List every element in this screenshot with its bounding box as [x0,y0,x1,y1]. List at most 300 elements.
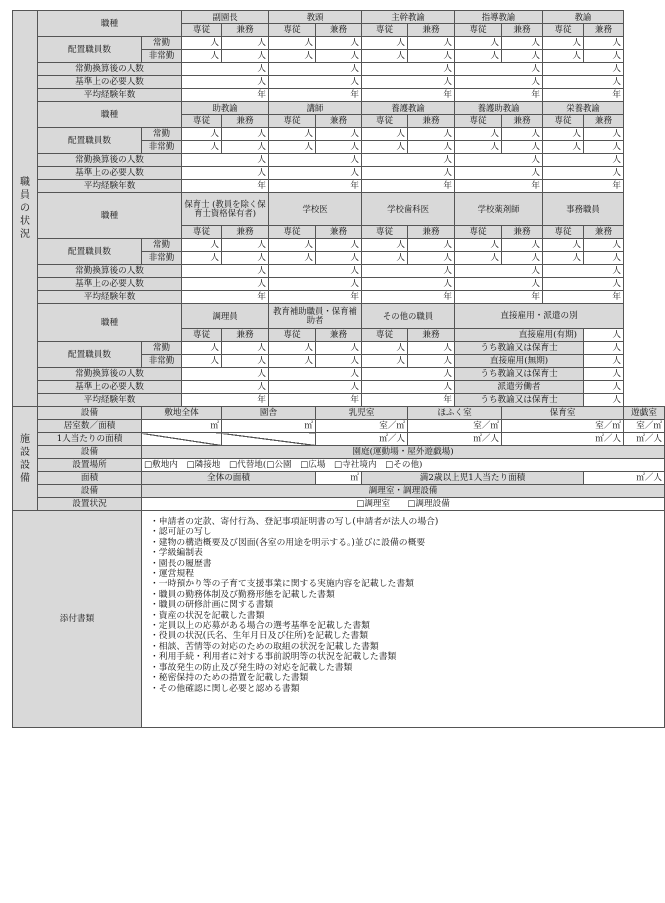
input-cell[interactable] [455,141,502,154]
unit-label: 人 [396,356,406,366]
unit-label: 人 [257,155,267,165]
equipment-label: 設備 [38,485,142,498]
concurrent-header: 兼務 [316,329,362,342]
facility-column: 乳児室 [316,407,408,420]
unit-label: 人 [443,168,453,178]
unit-label: 人 [612,395,622,405]
job-title: 栄養教諭 [543,102,624,115]
input-cell[interactable] [543,141,584,154]
staff-count-label: 配置職員数 [38,37,142,63]
location-checkboxes[interactable]: □敷地内 □隣接地 □代替地(□公園 □広場 □寺社境内 □その他) [142,459,665,472]
input-cell[interactable] [222,420,316,433]
input-cell[interactable] [502,252,543,265]
input-cell[interactable] [624,420,665,433]
input-cell[interactable] [222,355,269,368]
input-cell[interactable] [222,252,269,265]
input-cell[interactable] [502,433,624,446]
unit-per-person: ㎡／人 [636,473,663,483]
input-cell[interactable] [362,342,408,355]
unit-m2: ㎡ [490,421,500,431]
input-cell[interactable] [543,252,584,265]
input-cell[interactable] [543,265,624,278]
unit-label: 年 [257,181,267,191]
input-cell[interactable] [455,154,543,167]
input-cell[interactable] [362,291,455,304]
input-cell[interactable] [182,167,269,180]
concurrent-header: 兼務 [502,115,543,128]
input-cell[interactable] [182,355,222,368]
fte-label: 常勤換算後の人数 [38,368,182,381]
document-item: ・一時預かり等の子育て支援事業に関する実施内容を記載した書類 [150,579,414,590]
full-time-label: 常勤 [142,239,182,252]
document-item: ・定員以上の応募がある場合の選考基準を記載した書類 [150,621,370,632]
concurrent-header: 兼務 [408,115,455,128]
unit-label: 人 [612,266,622,276]
unit-label: 人 [350,266,360,276]
area-label: 面積 [38,472,142,485]
input-cell[interactable] [362,278,455,291]
unit-label: 人 [531,279,541,289]
unit-label: 人 [257,77,267,87]
input-cell[interactable] [269,252,316,265]
unit-label: 年 [443,292,453,302]
unit-label: 人 [257,240,267,250]
input-cell[interactable] [455,180,543,193]
facility-column: 保育室 [502,407,624,420]
section-staff-label: 職員の状況 [20,177,30,240]
attachments-list [142,511,665,728]
input-cell[interactable] [316,128,362,141]
facility-column: 園舎 [222,407,316,420]
input-cell[interactable] [316,141,362,154]
input-cell[interactable] [584,368,624,381]
unit-label: 人 [572,51,582,61]
job-title: 学校薬剤師 [455,193,543,226]
input-cell[interactable] [362,167,455,180]
per-person-area-label: 1人当たりの面積 [38,433,142,446]
input-cell[interactable] [408,141,455,154]
unit-label: 年 [531,90,541,100]
input-cell[interactable] [543,291,624,304]
full-time-only-header: 専従 [543,226,584,239]
input-cell[interactable] [408,37,455,50]
employment-type-label: うち教諭又は保育士 [455,394,584,407]
input-cell[interactable] [269,355,316,368]
input-cell[interactable] [182,394,269,407]
unit-label: 人 [612,382,622,392]
input-cell[interactable] [362,141,408,154]
unit-label: 人 [257,129,267,139]
input-cell[interactable] [362,239,408,252]
input-cell[interactable] [584,355,624,368]
input-cell[interactable] [362,76,455,89]
input-cell[interactable] [362,265,455,278]
input-cell[interactable] [543,167,624,180]
document-item: ・職員の勤務体制及び勤務形態を記載した書類 [150,589,335,600]
input-cell[interactable] [584,342,624,355]
unit-label: 人 [257,168,267,178]
full-time-only-header: 専従 [269,115,316,128]
unit-label: 人 [304,51,314,61]
input-cell[interactable] [362,381,455,394]
input-cell[interactable] [269,76,362,89]
full-time-only-header: 専従 [269,24,316,37]
full-time-only-header: 専従 [182,115,222,128]
input-cell[interactable] [222,141,269,154]
input-cell[interactable] [269,239,316,252]
unit-label: 人 [350,253,360,263]
input-cell[interactable] [316,37,362,50]
unit-label: 年 [612,292,622,302]
unit-label: 人 [531,129,541,139]
input-cell[interactable] [502,239,543,252]
job-title: 副園長 [182,11,269,24]
input-cell[interactable] [182,239,222,252]
room-area-label: 居室数／面積 [38,420,142,433]
input-cell[interactable] [316,239,362,252]
input-cell[interactable] [543,128,584,141]
unit-label: 年 [531,181,541,191]
unit-label: 人 [572,129,582,139]
input-cell[interactable] [408,433,502,446]
input-cell[interactable] [584,37,624,50]
unit-label: 人 [443,51,453,61]
input-cell[interactable] [269,180,362,193]
input-cell[interactable] [543,278,624,291]
input-cell[interactable] [269,167,362,180]
input-cell[interactable] [182,37,222,50]
input-cell[interactable] [408,355,455,368]
unit-label: 人 [443,356,453,366]
input-cell[interactable] [584,381,624,394]
input-cell[interactable] [455,63,543,76]
unit-label: 人 [396,343,406,353]
unit-label: 人 [210,240,220,250]
facility-column: ほふく室 [408,407,502,420]
required-count-label: 基準上の必要人数 [38,167,182,180]
input-cell[interactable] [182,342,222,355]
unit-m2: ㎡ [210,421,220,431]
input-cell[interactable] [362,355,408,368]
input-cell[interactable] [316,420,408,433]
input-cell[interactable] [142,420,222,433]
input-cell[interactable] [455,278,543,291]
unit-label: 人 [257,253,267,263]
unit-label: 人 [531,51,541,61]
concurrent-header: 兼務 [584,226,624,239]
input-cell[interactable] [316,433,408,446]
part-time-label: 非常勤 [142,355,182,368]
unit-per-person: ㎡／人 [379,434,406,444]
input-cell[interactable] [502,128,543,141]
input-cell[interactable] [455,50,502,63]
unit-label: 人 [350,64,360,74]
unit-per-person: ㎡／人 [636,434,663,444]
job-title: 教頭 [269,11,362,24]
input-cell[interactable] [182,291,269,304]
concurrent-header: 兼務 [408,24,455,37]
unit-m2: ㎡ [350,473,360,483]
input-cell[interactable] [455,252,502,265]
input-cell[interactable] [362,37,408,50]
input-cell[interactable] [222,128,269,141]
input-cell[interactable] [584,141,624,154]
unit-label: 人 [531,38,541,48]
unit-label: 人 [304,142,314,152]
input-cell[interactable] [182,278,269,291]
input-cell[interactable] [362,50,408,63]
unit-label: 人 [257,38,267,48]
unit-label: 人 [531,142,541,152]
unit-label: 人 [612,279,622,289]
section-staff [13,11,38,407]
input-cell[interactable] [182,128,222,141]
input-cell[interactable] [455,167,543,180]
input-cell[interactable] [182,89,269,102]
input-cell[interactable] [362,128,408,141]
unit-label: 人 [350,142,360,152]
input-cell[interactable] [455,89,543,102]
input-cell[interactable] [455,76,543,89]
kitchen-checkboxes[interactable]: □調理室 □調理設備 [142,498,665,511]
unit-label: 人 [490,51,500,61]
input-cell[interactable] [269,128,316,141]
input-cell[interactable] [362,394,455,407]
experience-label: 平均経験年数 [38,180,182,193]
unit-label: 人 [531,266,541,276]
concurrent-header: 兼務 [222,24,269,37]
document-item: ・役員の状況(氏名、生年月日及び住所)を記載した書類 [150,631,368,642]
employment-type-header: 直接雇用・派遣の別 [455,304,624,329]
input-cell[interactable] [269,63,362,76]
input-cell[interactable] [269,154,362,167]
unit-room: 室／ [595,421,613,431]
staff-count-label: 配置職員数 [38,239,142,265]
unit-label: 人 [572,240,582,250]
input-cell[interactable] [316,342,362,355]
input-cell[interactable] [182,63,269,76]
unit-label: 人 [257,343,267,353]
job-title: 講師 [269,102,362,115]
input-cell[interactable] [269,278,362,291]
job-type-label: 職種 [38,102,182,128]
input-cell[interactable] [584,128,624,141]
input-cell[interactable] [269,291,362,304]
input-cell[interactable] [455,239,502,252]
job-title: 学校歯科医 [362,193,455,226]
input-cell[interactable] [584,472,665,485]
input-cell[interactable] [269,89,362,102]
unit-label: 人 [612,253,622,263]
document-item: ・資産の状況を記載した書類 [150,610,265,621]
input-cell[interactable] [362,368,455,381]
document-item: ・認可証の写し [150,527,212,538]
document-item: ・運営規程 [150,569,194,580]
input-cell[interactable] [502,420,624,433]
input-cell[interactable] [455,37,502,50]
unit-label: 人 [612,168,622,178]
unit-label: 人 [612,343,622,353]
input-cell[interactable] [543,180,624,193]
input-cell[interactable] [316,252,362,265]
unit-label: 人 [612,356,622,366]
concurrent-header: 兼務 [316,24,362,37]
employment-type-label: うち教諭又は保育士 [455,368,584,381]
input-cell[interactable] [269,368,362,381]
input-cell[interactable] [408,239,455,252]
unit-label: 人 [443,129,453,139]
unit-room: 室／ [379,421,397,431]
input-cell[interactable] [269,265,362,278]
input-cell[interactable] [455,265,543,278]
input-cell[interactable] [455,291,543,304]
full-time-only-header: 専従 [543,115,584,128]
input-cell[interactable] [543,76,624,89]
experience-label: 平均経験年数 [38,291,182,304]
unit-label: 人 [350,382,360,392]
job-title: その他の職員 [362,304,455,329]
input-cell[interactable] [584,329,624,342]
unit-per-person: ㎡／人 [473,434,500,444]
input-cell[interactable] [182,180,269,193]
job-title: 事務職員 [543,193,624,226]
input-cell[interactable] [502,37,543,50]
unit-label: 人 [612,155,622,165]
employment-type-label: うち教諭又は保育士 [455,342,584,355]
section-facility [13,407,38,511]
form-table [12,10,665,728]
unit-label: 人 [396,253,406,263]
unit-label: 年 [350,181,360,191]
unit-label: 人 [443,155,453,165]
input-cell[interactable] [543,63,624,76]
input-cell[interactable] [408,128,455,141]
input-cell[interactable] [182,141,222,154]
unit-label: 人 [257,266,267,276]
input-cell[interactable] [222,37,269,50]
job-type-label: 職種 [38,193,182,239]
job-type-label: 職種 [38,11,182,37]
input-cell[interactable] [316,355,362,368]
input-cell[interactable] [543,50,584,63]
unit-label: 年 [612,181,622,191]
unit-label: 人 [304,253,314,263]
unit-label: 人 [572,38,582,48]
unit-label: 人 [443,38,453,48]
input-cell[interactable] [269,141,316,154]
unit-label: 人 [350,279,360,289]
part-time-label: 非常勤 [142,50,182,63]
unit-label: 人 [210,343,220,353]
fte-label: 常勤換算後の人数 [38,63,182,76]
input-cell[interactable] [502,141,543,154]
unit-label: 人 [210,129,220,139]
input-cell[interactable] [543,89,624,102]
concurrent-header: 兼務 [584,115,624,128]
unit-label: 人 [490,253,500,263]
input-cell[interactable] [502,50,543,63]
input-cell[interactable] [408,420,502,433]
input-cell[interactable] [455,128,502,141]
job-title: 学校医 [269,193,362,226]
input-cell[interactable] [408,342,455,355]
input-cell[interactable] [362,63,455,76]
input-cell[interactable] [182,252,222,265]
input-cell[interactable] [543,239,584,252]
input-cell[interactable] [182,265,269,278]
disabled-cell [222,433,316,446]
input-cell[interactable] [543,37,584,50]
unit-label: 人 [257,142,267,152]
input-cell[interactable] [269,342,316,355]
full-time-only-header: 専従 [269,329,316,342]
kitchen-header: 調理室・調理設備 [142,485,665,498]
unit-label: 人 [257,51,267,61]
input-cell[interactable] [362,154,455,167]
job-title: 主幹教諭 [362,11,455,24]
input-cell[interactable] [222,50,269,63]
input-cell[interactable] [182,368,269,381]
input-cell[interactable] [269,37,316,50]
input-cell[interactable] [624,433,665,446]
unit-label: 人 [490,129,500,139]
job-title: 養護助教諭 [455,102,543,115]
document-item: ・園長の履歴書 [150,558,212,569]
input-cell[interactable] [408,50,455,63]
input-cell[interactable] [269,381,362,394]
equipment-label: 設備 [38,446,142,459]
concurrent-header: 兼務 [316,115,362,128]
input-cell[interactable] [584,252,624,265]
input-cell[interactable] [316,50,362,63]
input-cell[interactable] [222,342,269,355]
document-item: ・相談、苦情等の対応のための取組の状況を記載した書類 [150,641,379,652]
input-cell[interactable] [269,50,316,63]
input-cell[interactable] [182,154,269,167]
full-time-only-header: 専従 [269,226,316,239]
unit-label: 人 [257,279,267,289]
concurrent-header: 兼務 [316,226,362,239]
full-time-only-header: 専従 [182,24,222,37]
input-cell[interactable] [182,50,222,63]
unit-label: 人 [396,240,406,250]
input-cell[interactable] [362,252,408,265]
input-cell[interactable] [182,381,269,394]
unit-label: 人 [350,240,360,250]
unit-label: 年 [443,181,453,191]
input-cell[interactable] [316,472,362,485]
input-cell[interactable] [362,180,455,193]
input-cell[interactable] [182,76,269,89]
unit-label: 人 [257,64,267,74]
unit-label: 人 [396,51,406,61]
employment-type-label: 派遣労働者 [455,381,584,394]
unit-label: 人 [612,38,622,48]
unit-label: 人 [350,356,360,366]
input-cell[interactable] [584,394,624,407]
input-cell[interactable] [269,394,362,407]
input-cell[interactable] [543,154,624,167]
input-cell[interactable] [362,89,455,102]
input-cell[interactable] [222,239,269,252]
full-time-only-header: 専従 [455,226,502,239]
unit-label: 人 [257,356,267,366]
input-cell[interactable] [408,252,455,265]
unit-label: 人 [257,382,267,392]
unit-label: 年 [350,292,360,302]
input-cell[interactable] [584,50,624,63]
input-cell[interactable] [584,239,624,252]
